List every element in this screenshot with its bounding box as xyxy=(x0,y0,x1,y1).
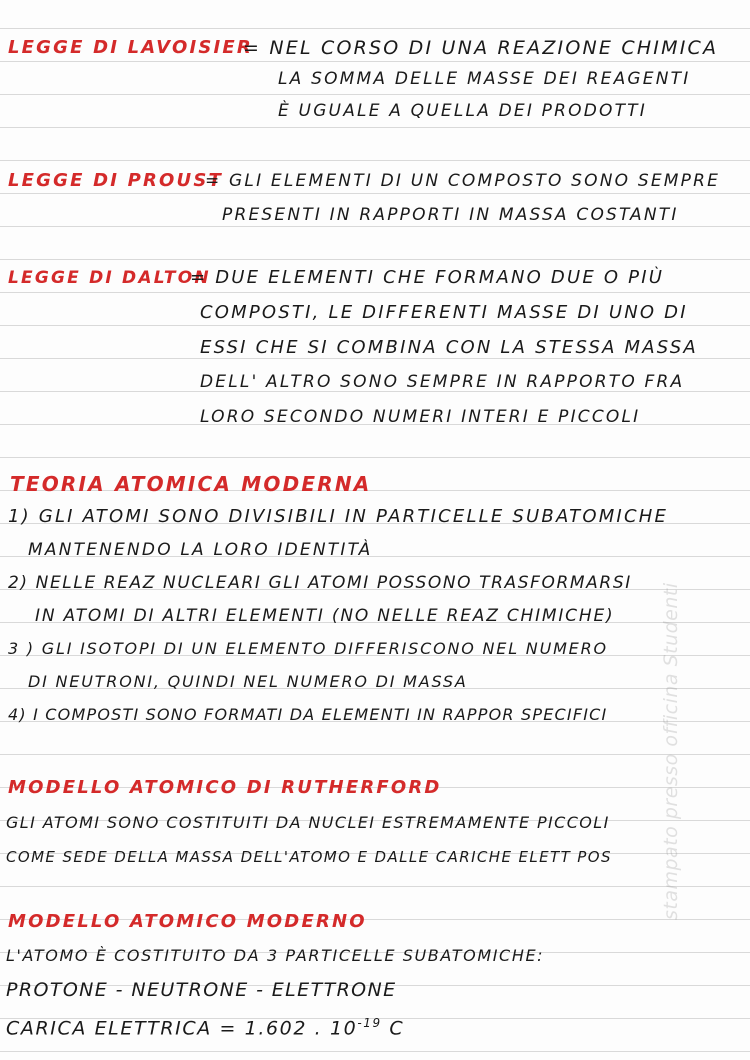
teoria-point-2b: IN ATOMI DI ALTRI ELEMENTI (NO NELLE REAZ CHIMICHE) xyxy=(35,606,615,626)
moderno-title: MODELLO ATOMICO MODERNO xyxy=(8,911,367,932)
teoria-title: TEORIA ATOMICA MODERNA xyxy=(10,472,372,496)
lavoisier-line-3: È UGUALE A QUELLA DEI PRODOTTI xyxy=(278,101,647,121)
teoria-point-1a: 1) GLI ATOMI SONO DIVISIBILI IN PARTICELLE SUBATOMICHE xyxy=(8,506,669,527)
charge-unit: C xyxy=(381,1017,405,1040)
moderno-line-3 xyxy=(6,1012,404,1039)
dalton-line-4: DELL' ALTRO SONO SEMPRE IN RAPPORTO FRA xyxy=(200,372,685,392)
moderno-line-1: L'ATOMO È COSTITUITO DA 3 PARTICELLE SUBATOMICHE: xyxy=(6,946,545,965)
proust-line-1: = GLI ELEMENTI DI UN COMPOSTO SONO SEMPRE xyxy=(205,171,721,191)
teoria-point-2a: 2) NELLE REAZ NUCLEARI GLI ATOMI POSSONO TRASFORMARSI xyxy=(8,573,632,593)
moderno-line-2: PROTONE - NEUTRONE - ELETTRONE xyxy=(6,979,397,1001)
dalton-line-2: COMPOSTI, LE DIFFERENTI MASSE DI UNO DI xyxy=(200,302,688,323)
rutherford-line-1: GLI ATOMI SONO COSTITUITI DA NUCLEI ESTREMAMENTE PICCOLI xyxy=(6,813,610,832)
rutherford-line-2: COME SEDE DELLA MASSA DELL'ATOMO E DALLE CARICHE ELETT POS xyxy=(6,848,612,866)
proust-title: LEGGE DI PROUST xyxy=(8,170,223,191)
teoria-point-4a: 4) I COMPOSTI SONO FORMATI DA ELEMENTI IN RAPPOR SPECIFICI xyxy=(8,705,608,724)
dalton-line-1: = DUE ELEMENTI CHE FORMANO DUE O PIÙ xyxy=(190,267,665,288)
lavoisier-line-1: = NEL CORSO DI UNA REAZIONE CHIMICA xyxy=(243,37,719,59)
teoria-point-3b: DI NEUTRONI, QUINDI NEL NUMERO DI MASSA xyxy=(28,672,468,691)
teoria-point-1b: MANTENENDO LA LORO IDENTITÀ xyxy=(28,540,373,560)
dalton-title: LEGGE DI DALTON xyxy=(8,268,211,288)
lavoisier-title: LEGGE DI LAVOISIER xyxy=(8,37,253,58)
proust-line-2: PRESENTI IN RAPPORTI IN MASSA COSTANTI xyxy=(222,205,679,225)
charge-exponent: -19 xyxy=(357,1016,382,1030)
charge-text: CARICA ELETTRICA = 1.602 . 10 xyxy=(6,1017,358,1040)
watermark: stampato presso officina Studenti xyxy=(660,582,682,920)
lavoisier-line-2: LA SOMMA DELLE MASSE DEI REAGENTI xyxy=(278,69,691,89)
dalton-line-5: LORO SECONDO NUMERI INTERI E PICCOLI xyxy=(200,407,641,427)
teoria-point-3a: 3 ) GLI ISOTOPI DI UN ELEMENTO DIFFERISCONO NEL NUMERO xyxy=(8,639,608,658)
dalton-line-3: ESSI CHE SI COMBINA CON LA STESSA MASSA xyxy=(200,337,698,358)
rutherford-title: MODELLO ATOMICO DI RUTHERFORD xyxy=(8,777,442,798)
